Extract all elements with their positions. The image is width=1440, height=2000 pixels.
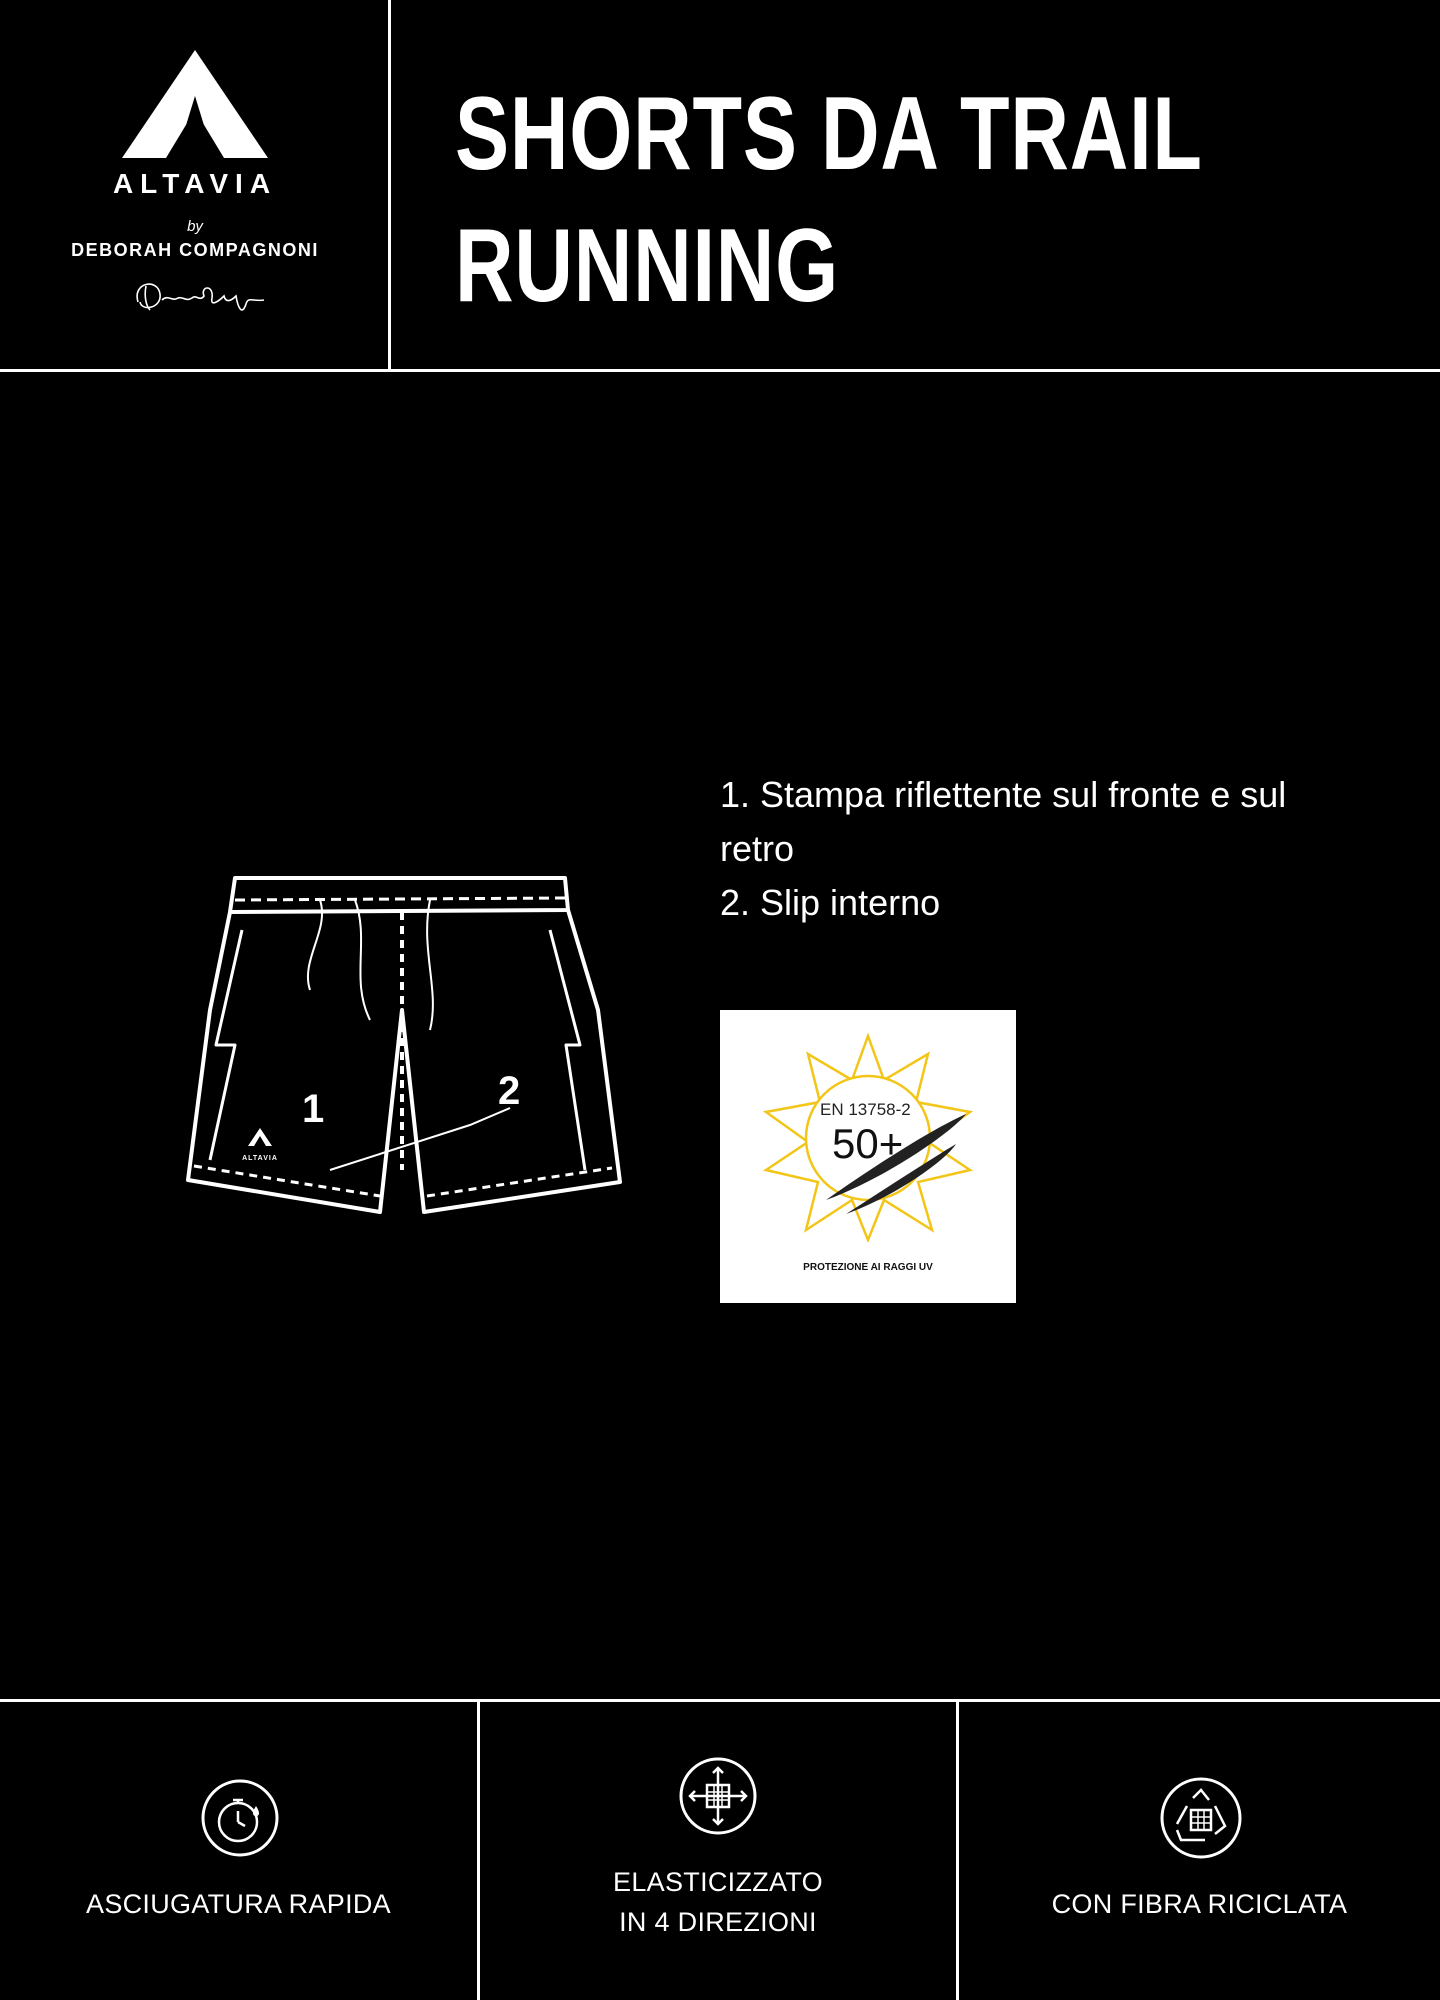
feature-item-2: 2. Slip interno (720, 882, 941, 923)
benefit-recycled-label: CON FIBRA RICICLATA (1051, 1889, 1348, 1919)
benefit-stretch-label (480, 1862, 956, 1942)
header-bottom-rule (0, 369, 1440, 372)
recycled-fiber-icon (1159, 1776, 1243, 1860)
benefit-stretch-label-line2: IN 4 DIREZIONI (619, 1907, 817, 1937)
altavia-logo-icon (120, 48, 270, 160)
benefit-recycled (959, 1702, 1440, 2000)
brand-by: by (187, 218, 203, 235)
brand-owner: DEBORAH COMPAGNONI (71, 240, 319, 260)
shorts-logo-wordmark: ALTAVIA (242, 1155, 278, 1162)
page-title-line1: SHORTS DA TRAIL (455, 76, 1203, 192)
uv-standard: EN 13758-2 (820, 1100, 911, 1119)
feature-item-1: 1. Stampa riflettente sul fronte e sul retro (720, 774, 1287, 869)
uv-caption: PROTEZIONE AI RAGGI UV (803, 1262, 933, 1273)
callout-2: 2 (498, 1069, 521, 1113)
brand-wordmark: ALTAVIA (112, 168, 278, 199)
feature-list (720, 768, 1340, 930)
benefit-stretch (480, 1702, 956, 2000)
header-divider (388, 0, 391, 372)
page-title (455, 68, 1204, 332)
benefit-stretch-label-line1: ELASTICIZZATO (613, 1867, 823, 1897)
benefit-quick-dry (0, 1702, 477, 2000)
brand-logo (0, 0, 390, 370)
uv-protection-badge (720, 1010, 1016, 1303)
four-way-stretch-icon (678, 1756, 758, 1836)
callout-1: 1 (302, 1087, 325, 1131)
shorts-illustration (180, 870, 630, 1215)
uv-rating: 50+ (832, 1120, 904, 1167)
signature-icon (128, 272, 268, 322)
page-title-line2: RUNNING (455, 208, 840, 324)
quick-dry-icon (200, 1778, 280, 1858)
benefit-quick-dry-label: ASCIUGATURA RAPIDA (86, 1889, 391, 1919)
